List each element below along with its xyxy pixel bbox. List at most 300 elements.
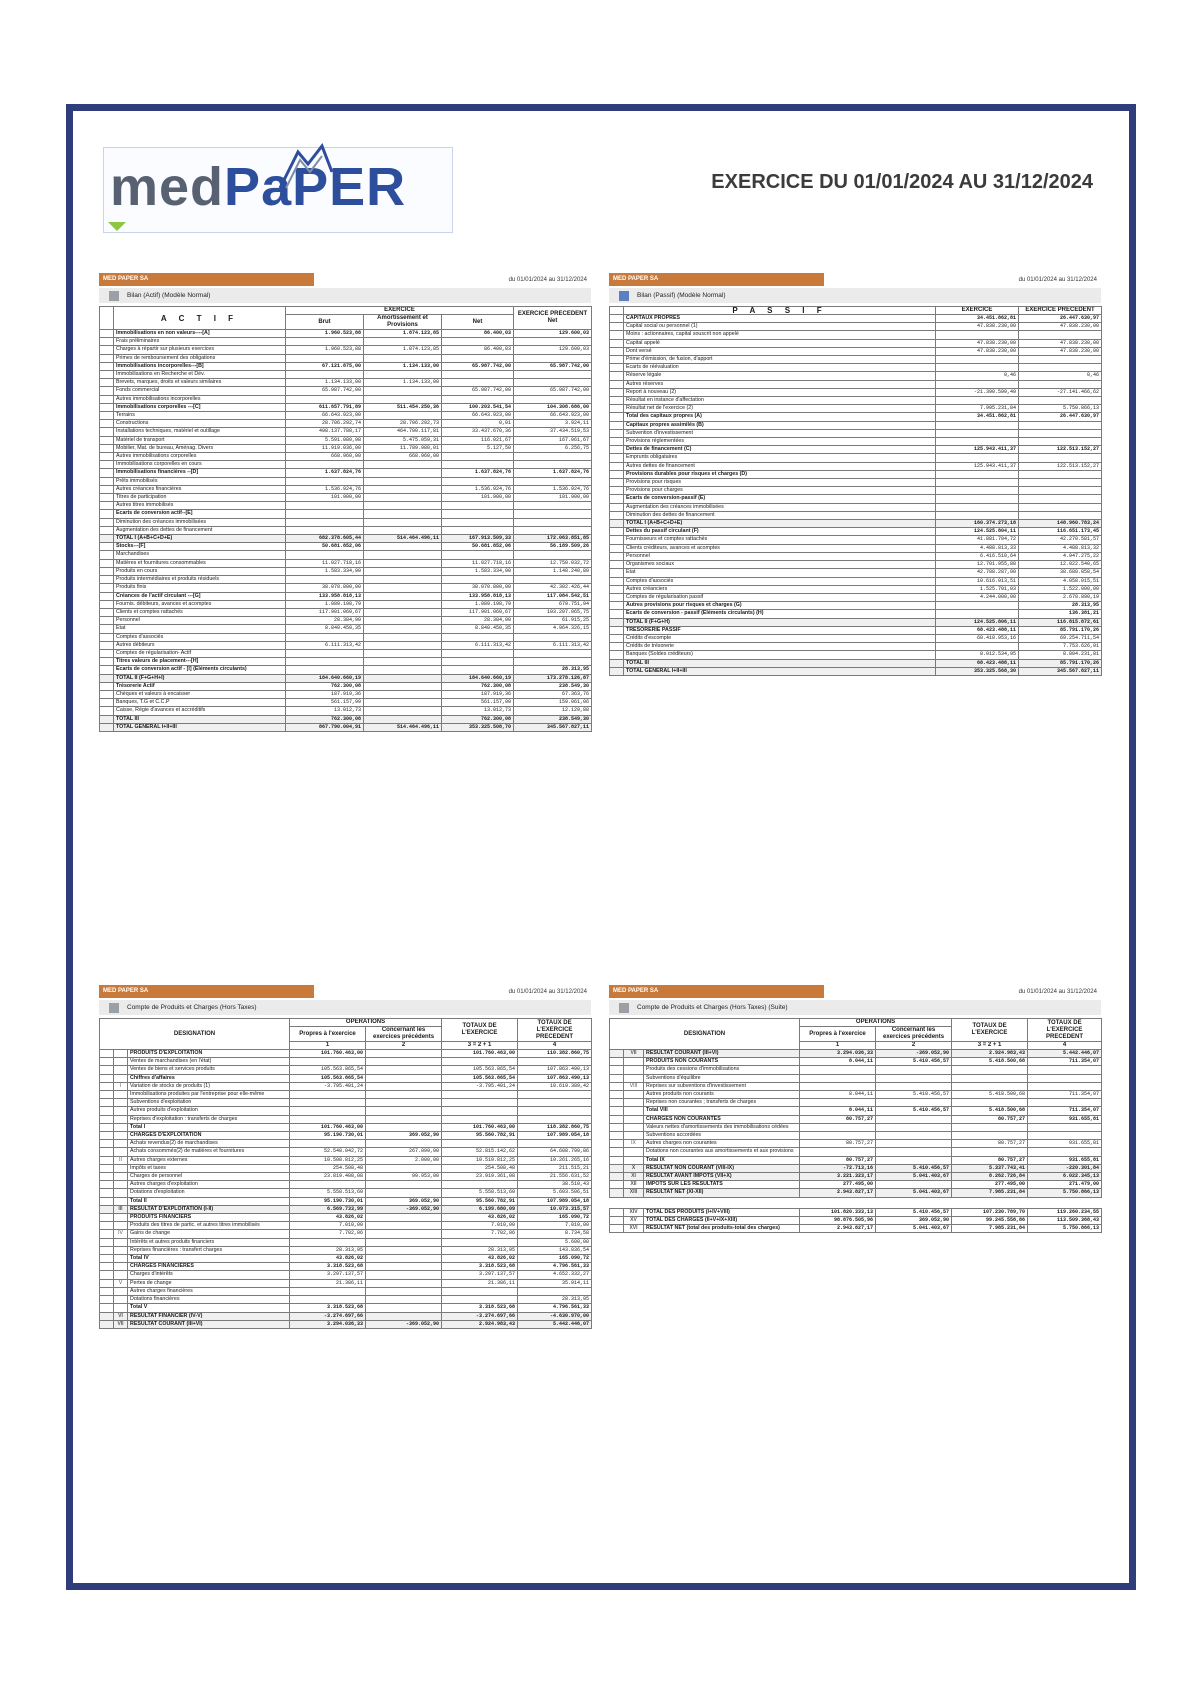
table-row <box>100 1099 592 1107</box>
propres-value: 254.508,48 <box>290 1164 366 1172</box>
row-label: RESULTAT NET (total des produits-total des charges) <box>644 1225 800 1233</box>
col-totaux: TOTAUX DE L'EXERCICE <box>952 1019 1028 1042</box>
row-side <box>610 1115 624 1123</box>
total-prec-value <box>518 1099 592 1107</box>
exercise-title: EXERCICE DU 01/01/2024 AU 31/12/2024 <box>711 171 1093 193</box>
brut-value <box>286 338 364 346</box>
row-label: Chèques et valeurs à encaisser <box>114 690 286 698</box>
logo-med: med <box>110 157 225 217</box>
total-prec-value: -4.630.970,00 <box>518 1312 592 1320</box>
table-row <box>100 1074 592 1082</box>
net-value: 86.400,03 <box>442 330 514 338</box>
row-side <box>100 641 114 649</box>
exercice-value: 124.525.804,11 <box>936 528 1019 536</box>
prec-value <box>514 658 592 666</box>
exercice-value <box>936 438 1019 446</box>
prec-value: 4.488.813,32 <box>1019 544 1102 552</box>
col-concernant: Concernant les exercices précédents <box>876 1027 952 1042</box>
row-side <box>610 331 624 339</box>
col-propres: Propres à l'exercice <box>290 1027 366 1042</box>
table-row <box>100 723 592 731</box>
total-prec-value: -220.301,84 <box>1028 1164 1102 1172</box>
propres-value: 2.943.827,17 <box>800 1225 876 1233</box>
table-row <box>610 421 1102 429</box>
concernant-value <box>366 1238 442 1246</box>
table-row <box>610 643 1102 651</box>
brut-value: 682.378.605,44 <box>286 535 364 543</box>
total-value: 6.199.680,09 <box>442 1205 518 1213</box>
concernant-value <box>876 1140 952 1148</box>
row-side <box>610 577 624 585</box>
table-row <box>100 674 592 682</box>
prec-value <box>514 518 592 526</box>
total-prec-value: 5.750.866,13 <box>1028 1225 1102 1233</box>
row-side <box>610 602 624 610</box>
table-row <box>100 535 592 543</box>
table-row <box>100 682 592 690</box>
row-side <box>100 477 114 485</box>
total-value <box>442 1287 518 1295</box>
concernant-value <box>876 1074 952 1082</box>
brut-value: 28.706.292,74 <box>286 420 364 428</box>
table-row <box>100 1148 592 1156</box>
row-side <box>610 323 624 331</box>
amort-value <box>364 518 442 526</box>
prec-value <box>514 633 592 641</box>
brut-value: 133.958.818,13 <box>286 592 364 600</box>
row-label: Prime d'émission, de fusion, d'apport <box>624 356 936 364</box>
brut-value: 66.643.923,00 <box>286 412 364 420</box>
section-number <box>114 1091 128 1099</box>
prec-value: 12.129,88 <box>514 707 592 715</box>
prec-value: 65.987.742,00 <box>514 387 592 395</box>
col-actif: A C T I F <box>114 307 286 330</box>
section-number: X <box>624 1164 644 1172</box>
period: du 01/01/2024 au 31/12/2024 <box>508 276 587 283</box>
row-label: Immobilisations produites par l'entreprise pour elle-même <box>128 1091 290 1099</box>
amort-value <box>364 625 442 633</box>
prec-value: 56.189.509,26 <box>514 543 592 551</box>
row-label: Ecarts de conversion actif--[E] <box>114 510 286 518</box>
propres-value: 7.010,00 <box>290 1222 366 1230</box>
table-row <box>100 1320 592 1328</box>
exercice-value: 7.995.231,84 <box>936 405 1019 413</box>
brut-value: 1.536.924,76 <box>286 485 364 493</box>
row-label: Autres créanciers <box>624 585 936 593</box>
propres-value: 21.386,11 <box>290 1279 366 1287</box>
total-value: 101.760.463,00 <box>442 1123 518 1131</box>
concernant-value <box>876 1066 952 1074</box>
table-row <box>100 1123 592 1131</box>
row-side <box>610 1091 624 1099</box>
brut-value: 117.901.060,67 <box>286 608 364 616</box>
row-label: TOTAL I (A+B+C+D+E) <box>114 535 286 543</box>
concernant-value <box>876 1132 952 1140</box>
passif-table <box>609 306 1102 676</box>
brut-value: 1.637.824,76 <box>286 469 364 477</box>
col-totaux-prec: TOTAUX DE L'EXERCICE PRECEDENT <box>1028 1019 1102 1042</box>
cpc-table: DESIGNATION OPERATIONS TOTAUX DE L'EXERCICE TOTAUX DE L'EXERCICE PRECEDENT Propres à l'exercice Concernant les exercices précédents 1 2 3 = 2 + 1 4 PRODUITS D'EXPLOITATION 101.760.463,00 101.760.463,00 110.382.860,75 Ventes de marchandises (en l'état) Ventes de biens et services produits 105.563.865,54 105.563.865,54 107.863.490,13 Chiffres d'affaires 105.563.865,54 105.563.865,54 107.863.490,13 I Variation de stocks de produits (1) -3.795.401,24 -3.795.401,24 10.619.389,42 Immobilisations produites par l'entreprise pour elle-même Subventions d'exploitation Autres produits d'exploitation Reprises d'exploitation : transferts de charges Total I 101.760.463,00 101.760.463,00 118.382.860,75 CHARGES D'EXPLOITATION 95.190.730,01 369.052,90 95.560.782,91 107.989.054,18 Achats revendus(2) de marchandises Achats consommés(2) de matières et fournitures 52.548.042,72 267.099,90 52.815.142,62 64.608.799,86 II Autres charges externes 10.508.812,25 2.000,00 10.510.812,25 10.261.265,16 Impôts et taxes 254.508,48 254.508,48 211.515,21 Charges de personnel 23.819.408,08 99.953,00 23.919.361,08 21.556.631,52 Autres charges d'exploitation 38.510,43 Dotations d'exploitation 5.558.513,60 5.558.513,60 5.603.506,51 Total II 95.190.730,01 369.052,90 95.560.782,91 107.989.054,18 III RESULTAT D'EXPLOITATION (I-II) 6.569.733,99 -369.052,90 6.199.680,09 10.073.315,57 PRODUITS FINANCIERS 43.826,02 43.826,02 165.090,72 Produits des titres de partic. et autres titres immobilisés 7.010,00 7.010,00 7.010,00 IV Gains de change 7.702,06 7.702,06 8.734,58 Intérêts et autres produits financiers 5.600,00 Reprises financières : transfert charges 28.313,95 28.313,95 143.836,54 Total IV 43.826,02 43.826,02 165.090,72 CHARGES FINANCIERES 3.318.523,68 3.318.523,68 4.796.561,33 Charges d'intérêts 3.297.137,57 3.297.137,57 4.652.332,27 V Pertes de change 21.386,11 21.386,11 35.914,11 Autres charges financières Dotations financières 28.313,95 Total V 3.318.523,68 3.318.523,68 4.796.561,33 VI RESULTAT FINANCIER (IV-V) -3.274.697,66 -3.274.697,66 -4.630.970,00 VII RESULTAT COURANT (III+VI) 3.294.036,33 -369.052,90 2.924.983,43 5.442.446,07 <box>99 1018 592 1329</box>
table-row <box>100 1205 592 1213</box>
section-number: V <box>114 1279 128 1287</box>
total-value: 95.560.782,91 <box>442 1132 518 1140</box>
total-value: 5.418.500,68 <box>952 1058 1028 1066</box>
total-value: 21.386,11 <box>442 1279 518 1287</box>
table-row <box>100 1082 592 1090</box>
table-row <box>100 1279 592 1287</box>
concernant-value <box>366 1074 442 1082</box>
total-prec-value: 118.382.860,75 <box>518 1123 592 1131</box>
table-row <box>100 403 592 411</box>
table-row <box>100 330 592 338</box>
table-row <box>610 520 1102 528</box>
row-side <box>610 1225 624 1233</box>
prec-value: 2.670.890,19 <box>1019 593 1102 601</box>
row-side <box>100 543 114 551</box>
concernant-value: 2.000,00 <box>366 1156 442 1164</box>
concernant-value <box>366 1107 442 1115</box>
row-side <box>610 1173 624 1181</box>
table-row <box>100 1271 592 1279</box>
row-side <box>610 569 624 577</box>
section-number <box>114 1066 128 1074</box>
prec-value: 65.987.742,00 <box>514 362 592 370</box>
brut-value <box>286 658 364 666</box>
total-value: 107.230.789,70 <box>952 1208 1028 1216</box>
row-label: Total I <box>128 1123 290 1131</box>
prec-value: 47.838.230,00 <box>1019 339 1102 347</box>
col-passif: P A S S I F <box>624 307 936 315</box>
exercice-value: 6.416.510,64 <box>936 552 1019 560</box>
propres-value: 8.044,11 <box>800 1058 876 1066</box>
period: du 01/01/2024 au 31/12/2024 <box>508 988 587 995</box>
amort-value <box>364 387 442 395</box>
table-row <box>610 487 1102 495</box>
row-label: Autres immobilisations corporelles <box>114 453 286 461</box>
exercice-value <box>936 495 1019 503</box>
row-side <box>610 339 624 347</box>
row-side <box>100 379 114 387</box>
amort-value: 511.454.250,36 <box>364 403 442 411</box>
section-number <box>624 1091 644 1099</box>
propres-value: 98.876.505,96 <box>800 1216 876 1224</box>
row-side <box>100 1238 114 1246</box>
propres-value: 43.826,02 <box>290 1255 366 1263</box>
concernant-value <box>876 1123 952 1131</box>
propres-value: 80.757,27 <box>800 1156 876 1164</box>
prec-value: 61.915,25 <box>514 617 592 625</box>
section-number <box>114 1263 128 1271</box>
prec-value: 103.207.065,75 <box>514 608 592 616</box>
total-prec-value: 107.863.490,13 <box>518 1066 592 1074</box>
section-number <box>624 1074 644 1082</box>
net-value: 5.127,50 <box>442 444 514 452</box>
table-row <box>100 690 592 698</box>
concernant-value: -369.052,90 <box>366 1205 442 1213</box>
row-side <box>100 1246 114 1254</box>
net-value: 116.021,67 <box>442 436 514 444</box>
row-label: TOTAL GENERAL I+II+III <box>624 667 936 675</box>
concernant-value: -369.052,90 <box>876 1050 952 1058</box>
exercice-value <box>936 397 1019 405</box>
table-row <box>610 1156 1102 1164</box>
section-number: VII <box>624 1050 644 1058</box>
row-side <box>100 690 114 698</box>
table-row <box>610 388 1102 396</box>
amort-value <box>364 559 442 567</box>
propres-value: 3.318.523,68 <box>290 1263 366 1271</box>
total-value <box>442 1058 518 1066</box>
section-number: XI <box>624 1173 644 1181</box>
brut-value <box>286 354 364 362</box>
amort-value <box>364 485 442 493</box>
net-value: 1.536.924,76 <box>442 485 514 493</box>
propres-value: 80.757,27 <box>800 1115 876 1123</box>
total-value: 28.313,95 <box>442 1246 518 1254</box>
exercice-value: 68.423.488,11 <box>936 659 1019 667</box>
concernant-value <box>876 1148 952 1156</box>
prec-value: 345.567.827,11 <box>514 723 592 731</box>
amort-value <box>364 395 442 403</box>
table-row <box>100 1214 592 1222</box>
prec-value: 12.022.540,65 <box>1019 561 1102 569</box>
propres-value: 3.297.137,57 <box>290 1271 366 1279</box>
prec-value: 66.643.923,00 <box>514 412 592 420</box>
brut-value: 762.300,08 <box>286 715 364 723</box>
row-label: CHARGES FINANCIERES <box>128 1263 290 1271</box>
row-label: Impôts et taxes <box>128 1164 290 1172</box>
table-row <box>100 477 592 485</box>
total-prec-value <box>518 1140 592 1148</box>
prec-value: 116.815.872,61 <box>1019 618 1102 626</box>
amort-value <box>364 502 442 510</box>
prec-value: 1.637.824,76 <box>514 469 592 477</box>
row-label: Immobilisations en Recherche et Dév. <box>114 371 286 379</box>
brut-value <box>286 518 364 526</box>
section-number <box>114 1140 128 1148</box>
row-label: Dotations non courantes aux amortissements et aux provisions <box>644 1148 800 1156</box>
table-row <box>100 436 592 444</box>
table-row <box>610 1107 1102 1115</box>
section-number <box>114 1271 128 1279</box>
total-prec-value: 119.260.234,55 <box>1028 1208 1102 1216</box>
concernant-value: 5.041.403,67 <box>876 1173 952 1181</box>
row-side <box>610 1148 624 1156</box>
table-row <box>610 462 1102 470</box>
row-label: Charges d'intérêts <box>128 1271 290 1279</box>
table-row <box>610 536 1102 544</box>
row-side <box>100 682 114 690</box>
row-side <box>100 1255 114 1263</box>
prec-value <box>514 477 592 485</box>
prec-value <box>1019 397 1102 405</box>
col-designation: DESIGNATION <box>100 1019 290 1050</box>
row-label: Capitaux propres assimilés (B) <box>624 421 936 429</box>
net-value: 1.089.198,79 <box>442 600 514 608</box>
row-side <box>610 479 624 487</box>
propres-value: 3.221.323,17 <box>800 1173 876 1181</box>
net-value: 6.111.313,42 <box>442 641 514 649</box>
table-row <box>610 1091 1102 1099</box>
col-precedent: EXERCICE PRECEDENT <box>1019 307 1102 315</box>
concernant-value: 5.041.403,67 <box>876 1225 952 1233</box>
row-label: TOTAL II (F+G+H+I) <box>114 674 286 682</box>
prec-value <box>1019 356 1102 364</box>
exercice-value <box>936 479 1019 487</box>
table-row <box>610 331 1102 339</box>
row-label: RESULTAT NON COURANT (VIII-IX) <box>644 1164 800 1172</box>
total-prec-value: 4.796.561,33 <box>518 1304 592 1312</box>
row-label: Autres créances financières <box>114 485 286 493</box>
row-label: Reprises non courantes ; transferts de charges <box>644 1099 800 1107</box>
table-row <box>100 1296 592 1304</box>
amort-value <box>364 690 442 698</box>
row-label: Etat <box>114 625 286 633</box>
row-label: Créances de l'actif circulant ---[G] <box>114 592 286 600</box>
row-label: Emprunts obligataires <box>624 454 936 462</box>
row-label: Produits intermédiaires et produits résiduels <box>114 576 286 584</box>
total-value: 23.919.361,08 <box>442 1173 518 1181</box>
table-row <box>610 405 1102 413</box>
table-row <box>100 395 592 403</box>
section-number: VI <box>114 1312 128 1320</box>
propres-value: -3.274.697,66 <box>290 1312 366 1320</box>
exercice-value: 47.838.230,00 <box>936 323 1019 331</box>
net-value: 65.987.742,00 <box>442 362 514 370</box>
row-label: Stocks---[F] <box>114 543 286 551</box>
prec-value: 6.256,75 <box>514 444 592 452</box>
prec-value <box>514 510 592 518</box>
total-value: 52.815.142,62 <box>442 1148 518 1156</box>
total-value: 7.702,06 <box>442 1230 518 1238</box>
row-label: Autres titres immobilisés <box>114 502 286 510</box>
prec-value: 122.513.152,27 <box>1019 462 1102 470</box>
total-prec-value: 21.556.631,52 <box>518 1173 592 1181</box>
prec-value: 172.063.851,85 <box>514 535 592 543</box>
total-prec-value: 211.515,21 <box>518 1164 592 1172</box>
row-label: CHARGES D'EXPLOITATION <box>128 1132 290 1140</box>
total-value: 5.558.513,60 <box>442 1189 518 1197</box>
propres-value <box>290 1287 366 1295</box>
row-label: Ecarts de conversion-passif (E) <box>624 495 936 503</box>
row-label: Provisions durables pour risques et charges (D) <box>624 470 936 478</box>
row-side <box>610 372 624 380</box>
exercice-value <box>936 643 1019 651</box>
row-side <box>610 454 624 462</box>
table-row <box>610 1074 1102 1082</box>
prec-value: 7.753.626,91 <box>1019 643 1102 651</box>
table-row <box>610 651 1102 659</box>
amort-value <box>364 338 442 346</box>
row-side <box>100 723 114 731</box>
row-label: Achats revendus(2) de marchandises <box>128 1140 290 1148</box>
total-value: -3.274.697,66 <box>442 1312 518 1320</box>
net-value: 66.643.923,00 <box>442 412 514 420</box>
row-side <box>100 1173 114 1181</box>
row-label: Augmentation des créances immobilisées <box>624 503 936 511</box>
net-value: 133.958.818,13 <box>442 592 514 600</box>
section-number: XVI <box>624 1225 644 1233</box>
section-number: IV <box>114 1230 128 1238</box>
cpc-panel <box>99 985 591 1329</box>
row-label: TOTAL I (A+B+C+D+E) <box>624 520 936 528</box>
row-label: Produits en cours <box>114 567 286 575</box>
prec-value <box>1019 429 1102 437</box>
section-number: XV <box>624 1216 644 1224</box>
table-row <box>100 1230 592 1238</box>
table-row <box>100 1304 592 1312</box>
section-number <box>624 1132 644 1140</box>
table-row <box>610 347 1102 355</box>
row-side <box>100 1156 114 1164</box>
total-value: 2.924.983,43 <box>442 1320 518 1328</box>
propres-value <box>290 1296 366 1304</box>
section-number <box>114 1173 128 1181</box>
amort-value: 5.475.059,31 <box>364 436 442 444</box>
total-prec-value <box>1028 1099 1102 1107</box>
row-side <box>100 1214 114 1222</box>
amort-value <box>364 600 442 608</box>
row-label: Produits des titres de partic. et autres titres immobilisés <box>128 1222 290 1230</box>
row-side <box>100 1197 114 1205</box>
exercice-value <box>936 421 1019 429</box>
table-row <box>610 315 1102 323</box>
brut-value <box>286 633 364 641</box>
row-label: RESULTAT AVANT IMPOTS (VII+X) <box>644 1173 800 1181</box>
panel-subtitle: Bilan (Passif) (Modèle Normal) <box>637 292 726 299</box>
section-number: I <box>114 1082 128 1090</box>
row-label: Autres produits non courants <box>644 1091 800 1099</box>
row-label: Banques, T.G et C.C.P <box>114 699 286 707</box>
total-value: 105.563.865,54 <box>442 1066 518 1074</box>
company-name: MED PAPER SA <box>99 985 314 998</box>
total-prec-value: 10.619.389,42 <box>518 1082 592 1090</box>
row-label: CHARGES NON COURANTES <box>644 1115 800 1123</box>
section-number <box>114 1107 128 1115</box>
row-label: Installations techniques, matériel et outillage <box>114 428 286 436</box>
row-label: Total V <box>128 1304 290 1312</box>
row-label: Dont versé <box>624 347 936 355</box>
table-row <box>610 1189 1102 1197</box>
table-row <box>610 511 1102 519</box>
row-label: Subventions d'équilibre <box>644 1074 800 1082</box>
table-row <box>610 610 1102 618</box>
row-label: Caisse, Régie d'avances et accréditifs <box>114 707 286 715</box>
prec-value: 104.308.686,00 <box>514 403 592 411</box>
section-number: IX <box>624 1140 644 1148</box>
table-row <box>100 371 592 379</box>
table-row <box>100 379 592 387</box>
row-label: RESULTAT COURANT (III+VI) <box>128 1320 290 1328</box>
concernant-value <box>366 1164 442 1172</box>
total-value: 5.418.500,68 <box>952 1107 1028 1115</box>
total-prec-value: 7.010,00 <box>518 1222 592 1230</box>
concernant-value <box>366 1214 442 1222</box>
panel-subtitle: Compte de Produits et Charges (Hors Taxes) <box>127 1004 257 1011</box>
row-label: Autres débiteurs <box>114 641 286 649</box>
row-side <box>100 1123 114 1131</box>
total-prec-value: 931.655,81 <box>1028 1140 1102 1148</box>
table-row <box>100 1164 592 1172</box>
brut-value: 50.681.852,06 <box>286 543 364 551</box>
row-label: Produits finis <box>114 584 286 592</box>
row-side <box>610 536 624 544</box>
propres-value: 95.190.730,01 <box>290 1132 366 1140</box>
amort-value <box>364 682 442 690</box>
net-value: 561.157,99 <box>442 699 514 707</box>
brut-value: 67.121.875,00 <box>286 362 364 370</box>
table-row <box>100 346 592 354</box>
